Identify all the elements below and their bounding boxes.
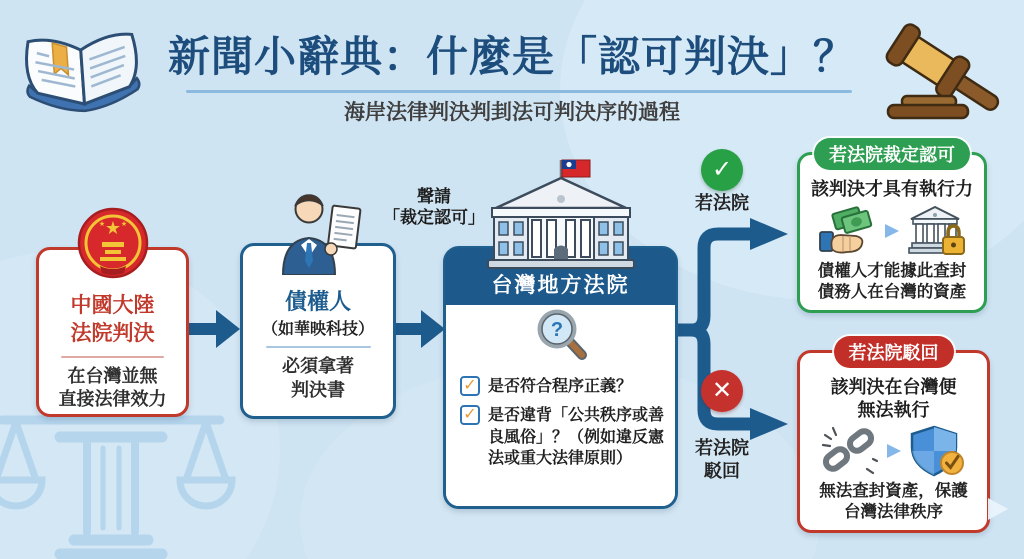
- approved-icon-row: [800, 204, 984, 258]
- arrow-mainland-to-creditor: [188, 308, 242, 350]
- open-book-icon: [16, 16, 148, 120]
- checklist-item: [460, 376, 667, 397]
- approved-result-card: [797, 145, 987, 313]
- card-body: 在台灣並無 直接法律效力: [58, 365, 167, 410]
- arrow-creditor-to-court: [393, 308, 447, 350]
- svg-text:?: ?: [550, 319, 563, 341]
- svg-text:★: ★: [120, 221, 127, 228]
- reject-cross-icon: ✕: [701, 370, 743, 412]
- reject-branch-label: 若法院 駁回: [695, 438, 749, 481]
- rejected-icon-row: [800, 424, 987, 478]
- approved-card-line1: 該判決才具有執行力: [811, 179, 973, 199]
- broken-chain-icon: [821, 425, 879, 477]
- prc-emblem-icon: [76, 206, 150, 280]
- taiwan-court-card: [443, 246, 678, 509]
- title-divider: [186, 90, 852, 93]
- mainland-judgment-card: [36, 218, 189, 417]
- creditor-person-icon: [270, 191, 366, 275]
- card-body: 必須拿著 判決書: [282, 356, 354, 400]
- checkbox-checked-icon: ✓: [460, 376, 480, 396]
- scales-of-justice-watermark: [0, 392, 238, 559]
- approved-card-line2: 債權人才能據此查封 債務人在台灣的資產: [817, 261, 967, 301]
- card-subtitle: （如華映科技）: [261, 321, 374, 339]
- rejected-result-card: [797, 343, 990, 533]
- decorative-arrow: [988, 498, 1008, 520]
- gavel-icon: [862, 12, 1014, 122]
- card-title: 債權人: [284, 289, 351, 314]
- shield-check-icon: [909, 425, 967, 477]
- rejected-card-line2: 無法查封資產，保護 台灣法律秩序: [819, 482, 968, 522]
- checklist-item-text: 是否符合程序正義？: [488, 378, 633, 395]
- page-title: 新聞小辭典：什麼是「認可判決」？: [167, 33, 856, 80]
- svg-text:★: ★: [104, 218, 121, 238]
- court-card-body: [446, 305, 675, 506]
- approve-check-icon: ✓: [701, 149, 743, 191]
- court-card-title: 台灣地方法院: [491, 274, 630, 297]
- courthouse-icon: [480, 154, 642, 277]
- checklist-item: [460, 405, 667, 469]
- money-hand-icon: [819, 205, 877, 257]
- checkbox-checked-icon: ✓: [460, 405, 480, 425]
- page-subtitle: 海岸法律判決判刲法可判決序的過程: [344, 101, 680, 124]
- petition-label: 聲請 「裁定認可」: [383, 187, 485, 228]
- magnifier-question-icon: [533, 307, 589, 368]
- creditor-card: [240, 243, 396, 419]
- approved-card-header: 若法院裁定認可: [814, 138, 970, 170]
- svg-text:★: ★: [98, 221, 105, 228]
- rejected-card-header: 若法院駁回: [834, 336, 954, 368]
- small-right-arrow-icon: [883, 221, 901, 241]
- card-title: 中國大陸 法院判決: [70, 294, 155, 346]
- card-divider: [266, 346, 371, 348]
- rejected-card-line1: 該判決在台灣便 無法執行: [830, 377, 957, 420]
- checklist-item-text: 是否違背「公共秩序或善良風俗」？（例如違反憲法或重大法律原則）: [488, 407, 665, 468]
- approve-branch-label: 若法院: [695, 193, 749, 213]
- small-right-arrow-icon: [885, 441, 903, 461]
- bank-lock-icon: [907, 205, 965, 257]
- card-divider: [61, 356, 164, 358]
